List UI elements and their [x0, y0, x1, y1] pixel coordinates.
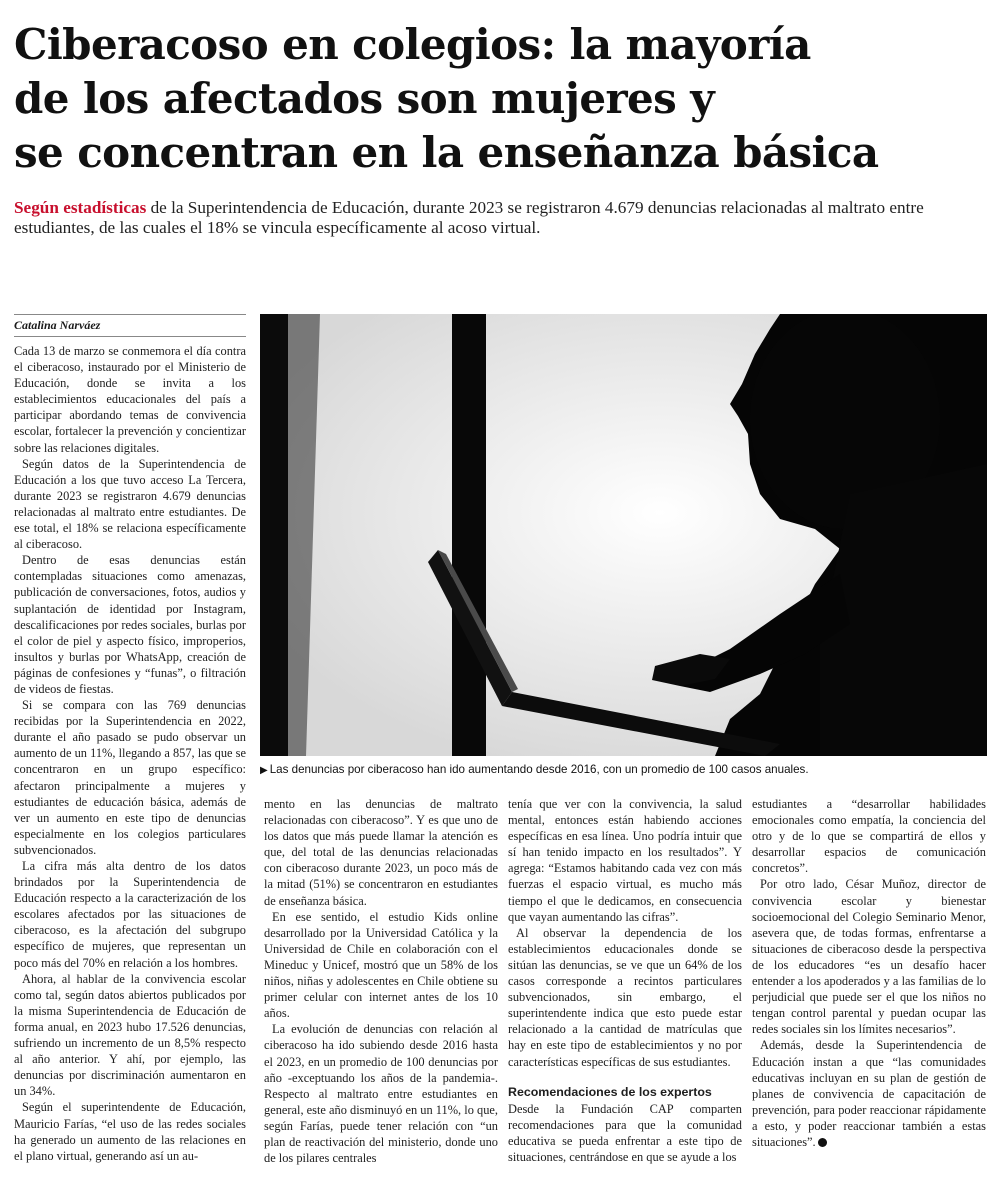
paragraph: La evolución de denuncias con relación al ciberacoso ha ido subiendo desde 2016 hasta el 2023, en un promedio de 100 denuncias por año -exceptuando los años de la pandemia-. Respecto al maltrato entre estudiantes en general, este año disminuyó en un 11%, lo que, según Farías, puede tener relación con “un plan de reactivación del ministerio, donde uno de los pilares centrales: [264, 1022, 498, 1166]
paragraph: Según el superintendente de Educación, Mauricio Farías, “el uso de las redes sociales ha generado un aumento de las relaciones en el plano virtual, generando así un au-: [14, 1100, 246, 1163]
paragraph: Al observar la dependencia de los establecimientos educacionales donde se sitúan las denuncias, se ve que un 64% de los casos corresponde a recintos particulares subvencionados, sin embargo, el superintendente indica que esto puede estar relacionado a la cantidad de matrículas que hay en este tipo de establecimientos y no por características específicas de sus estudiantes.: [508, 925, 742, 1069]
paragraph: Dentro de esas denuncias están contempladas situaciones como amenazas, publicación de conversaciones, fotos, audios y suplantación de identidad por Instagram, descalificaciones por redes sociales, burlas por el color de piel y aspecto físico, improperios, insultos y burlas por WhatsApp, creación de páginas de confesiones y “funas”, o filtración de videos de fiestas.: [14, 553, 246, 696]
headline: [14, 18, 974, 180]
lead-text: de la Superintendencia de Educación, durante 2023 se registraron 4.679 denuncias relacionadas al maltrato entre estudiantes, de las cuales el 18% se vincula específicamente al acoso virtual.: [14, 198, 924, 237]
end-of-article-icon: [818, 1138, 827, 1147]
headline-line-1: Ciberacoso en colegios: la mayoría: [14, 20, 811, 69]
headline-line-2: de los afectados son mujeres y: [14, 74, 715, 123]
article-column-3: [508, 796, 742, 1165]
paragraph: Por otro lado, César Muñoz, director de convivencia escolar y bienestar socioemocional del Colegio Seminario Menor, asevera que, de todas formas, enfrentarse a situaciones de ciberacoso desde la perspectiva de los educadores “es un desafío hacer entender a los apoderados y a las familias de lo perjudicial que puede ser el que los niños no tengan control parental y puedan ocupar las redes sociales sin los límites necesarios”.: [752, 877, 986, 1037]
paragraph: Cada 13 de marzo se conmemora el día contra el ciberacoso, instaurado por el Ministerio de Educación, donde se invita a los establecimientos educacionales del país a participar abordando temas de convivencia escolar, fortalecer la prevención y concientizar sobre las relaciones digitales.: [14, 344, 246, 455]
article-column-2: [264, 796, 498, 1166]
caption-text: Las denuncias por ciberacoso han ido aumentando desde 2016, con un promedio de 100 casos anuales.: [269, 763, 809, 776]
paragraph: tenía que ver con la convivencia, la salud mental, entonces están habiendo acciones específicas en esa línea. Uno podría intuir que sí han tenido impacto en los resultados”. Y agrega: “Estamos habitando cada vez con más fuerzas el espacio virtual, es mucho más tiempo el que le dedicamos, en consecuencia que vayan aumentando las cifras”.: [508, 797, 742, 924]
paragraph: Si se compara con las 769 denuncias recibidas por la Superintendencia en 2022, durante el año pasado se pudo observar un aumento de un 11%, llegando a 857, las que se concentraron en un grupo específico: afectaron principalmente a mujeres y estudiantes de educación básica, además de ver un aumento en este tipo de denuncias especialmente en los colegios particulares subvencionados.: [14, 698, 246, 857]
paragraph: estudiantes a “desarrollar habilidades emocionales como empatía, la conciencia del otro y de lo que se compartirá de ellos y desarrollar espacios de comunicación concretos”.: [752, 797, 986, 876]
headline-line-3: se concentran en la enseñanza básica: [14, 128, 879, 177]
paragraph: En ese sentido, el estudio Kids online desarrollado por la Universidad Católica y la Universidad de Chile en colaboración con el Mineduc y Unicef, mostró que un 58% de los niños, niñas y adolescentes en Chile obtiene su primer celular con internet antes de los 10 años.: [264, 909, 498, 1021]
paragraph: Desde la Fundación CAP comparten recomendaciones para que la comunidad educativa se pueda enfrentar a este tipo de situaciones, centrándose en que se ayude a los: [508, 1101, 742, 1164]
paragraph: La cifra más alta dentro de los datos brindados por la Superintendencia de Educación respecto a la caracterización de los escolares afectados por las situaciones de ciberacoso, es la afectación del subgrupo específico de mujeres, que representan un poco más del 70% en relación a los hombres.: [14, 859, 246, 970]
article-photo: [260, 314, 987, 756]
paragraph: Según datos de la Superintendencia de Educación a los que tuvo acceso La Tercera, durante 2023 se registraron 4.679 denuncias relacionadas al maltrato entre estudiantes. De ese total, el 18% se relaciona específicamente al ciberacoso.: [14, 456, 246, 552]
article-column-4: [752, 796, 986, 1150]
photo-caption: [260, 762, 987, 778]
paragraph-text: Además, desde la Superintendencia de Educación instan a que “las comunidades educativas incluyan en su plan de gestión de planes de convivencia de capacitación de prevención, para poder reaccionar rápidamente a esto, y poder reaccionar también a estas situaciones”.: [752, 1038, 986, 1149]
article-column-1: [14, 343, 246, 1164]
paragraph: Ahora, al hablar de la convivencia escolar como tal, según datos abiertos publicados por la misma Superintendencia de Educación de forma anual, en 2023 hubo 17.526 denuncias, sufriendo un incremento de un 8,5% respecto al año anterior. Y ahí, por ejemplo, las denuncias por discriminación aumentaron en un 34%.: [14, 971, 246, 1099]
photo-silhouette-illustration: [260, 314, 987, 756]
caption-arrow-icon: ▶: [260, 765, 268, 776]
lead-kicker: Según estadísticas: [14, 198, 147, 217]
lead-paragraph: [14, 198, 984, 238]
paragraph-last: [752, 1037, 986, 1150]
paragraph: mento en las denuncias de maltrato relacionadas con ciberacoso”. Y es que uno de los datos que más puede llamar la atención es que, del total de las denuncias relacionadas con ciberacoso durante 2023, un poco más de la mitad (51%) se concentraron en estudiantes de enseñanza básica.: [264, 797, 498, 908]
subheading: Recomendaciones de los expertos: [508, 1084, 712, 1099]
byline: Catalina Narváez: [14, 314, 246, 337]
